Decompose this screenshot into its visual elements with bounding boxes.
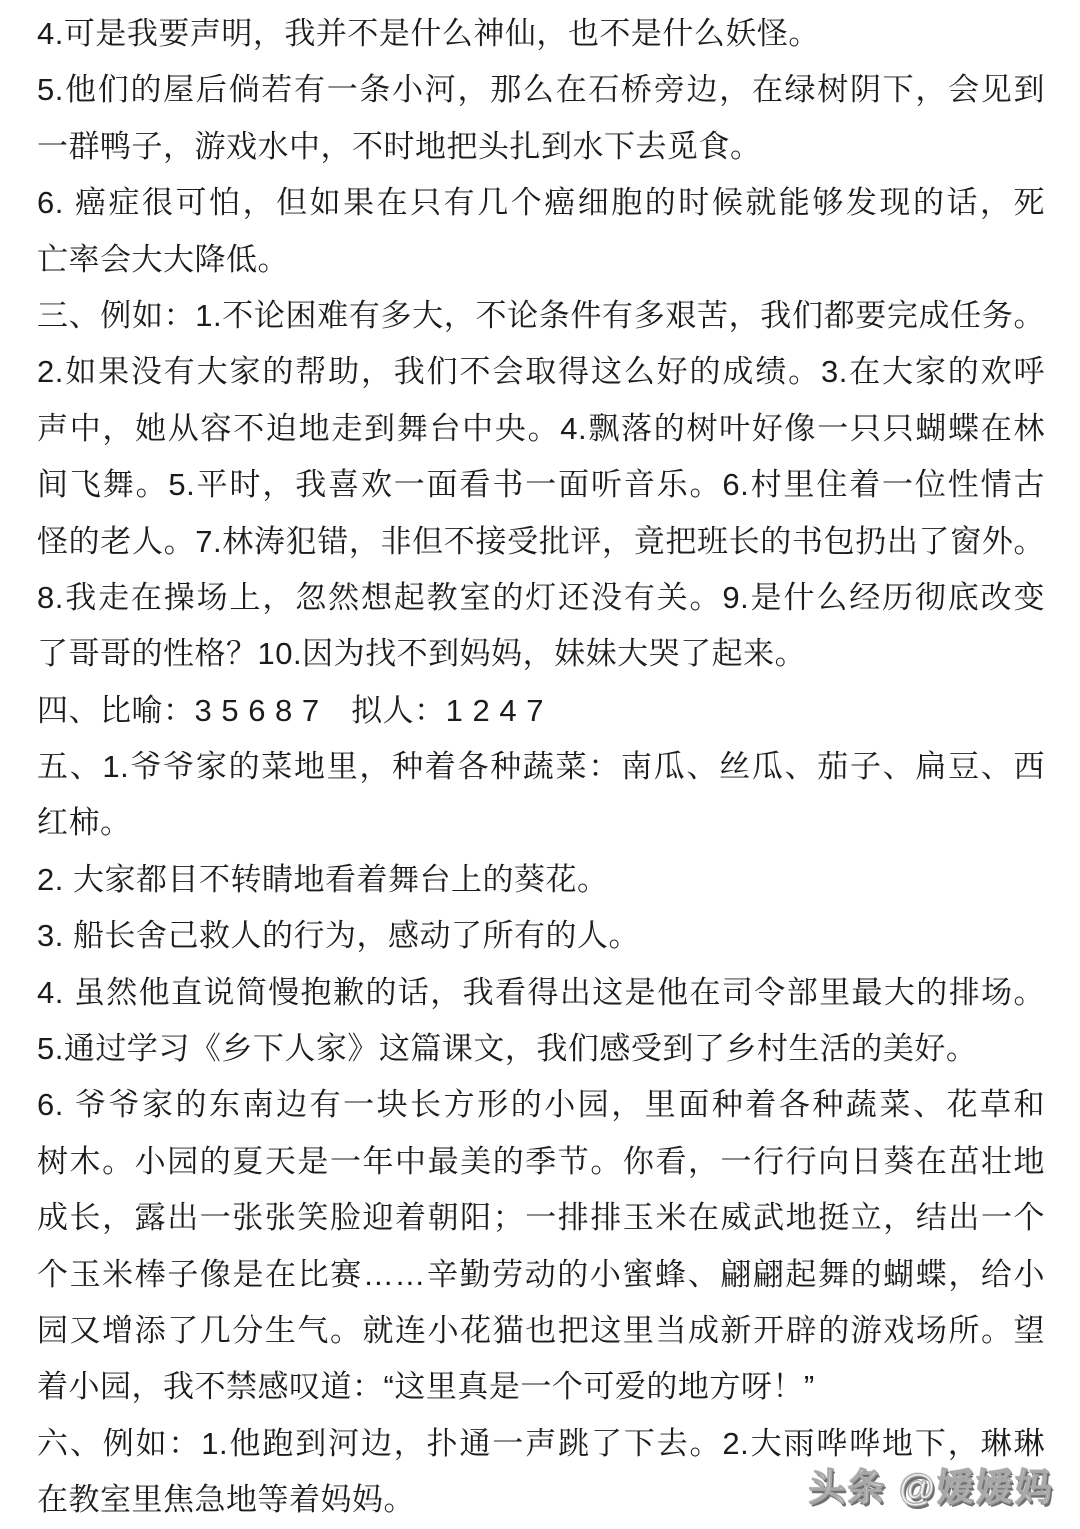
document-line: 5.他们的屋后倘若有一条小河，那么在石桥旁边，在绿树阴下，会见到 [37, 72, 1045, 108]
document-line: 着小园，我不禁感叹道：“这里真是一个可爱的地方呀！” [37, 1369, 815, 1405]
document-line: 2. 大家都目不转睛地看着舞台上的葵花。 [37, 861, 609, 897]
document-line: 4.可是我要声明，我并不是什么神仙，也不是什么妖怪。 [37, 16, 820, 51]
document-line: 怪的老人。7.林涛犯错，非但不接受批评，竟把班长的书包扔出了窗外。 [37, 523, 1045, 559]
document-line: 间飞舞。5.平时，我喜欢一面看书一面听音乐。6.村里住着一位性情古 [37, 467, 1045, 503]
document-line: 在教室里焦急地等着妈妈。 [37, 1482, 415, 1518]
document-line: 5.通过学习《乡下人家》这篇课文，我们感受到了乡村生活的美好。 [37, 1031, 978, 1067]
document-line: 8.我走在操场上，忽然想起教室的灯还没有关。9.是什么经历彻底改变 [37, 579, 1045, 615]
toutiao-watermark: 头条 @嫒嫒妈 [808, 1467, 1054, 1508]
document-line: 3. 船长舍己救人的行为，感动了所有的人。 [37, 918, 640, 954]
document-line: 2.如果没有大家的帮助，我们不会取得这么好的成绩。3.在大家的欢呼 [37, 354, 1045, 390]
document-line: 个玉米棒子像是在比赛……辛勤劳动的小蜜蜂、翩翩起舞的蝴蝶，给小 [37, 1256, 1045, 1292]
document-line: 四、比喻：3 5 6 8 7 拟人：1 2 4 7 [37, 692, 544, 728]
document-line: 三、例如：1.不论困难有多大，不论条件有多艰苦，我们都要完成任务。 [37, 297, 1045, 333]
answer-sheet-page [37, 6, 1045, 1529]
document-line: 六、例如：1.他跑到河边，扑通一声跳了下去。2.大雨哗哗地下，琳琳 [37, 1425, 1045, 1461]
document-line: 一群鸭子，游戏水中，不时地把头扎到水下去觅食。 [37, 128, 762, 164]
document-line: 五、1.爷爷家的菜地里，种着各种蔬菜：南瓜、丝瓜、茄子、扁豆、西 [37, 749, 1045, 785]
document-line: 声中，她从容不迫地走到舞台中央。4.飘落的树叶好像一只只蝴蝶在林 [37, 410, 1045, 446]
document-line: 红柿。 [37, 805, 132, 841]
document-line: 6. 癌症很可怕，但如果在只有几个癌细胞的时候就能够发现的话，死 [37, 185, 1045, 221]
document-line: 4. 虽然他直说简慢抱歉的话，我看得出这是他在司令部里最大的排场。 [37, 974, 1045, 1010]
document-line: 了哥哥的性格？10.因为找不到妈妈，妹妹大哭了起来。 [37, 636, 807, 672]
document-line: 6. 爷爷家的东南边有一块长方形的小园，里面种着各种蔬菜、花草和 [37, 1087, 1045, 1123]
document-line: 成长，露出一张张笑脸迎着朝阳；一排排玉米在威武地挺立，结出一个 [37, 1200, 1045, 1236]
document-line: 树木。小园的夏天是一年中最美的季节。你看，一行行向日葵在茁壮地 [37, 1143, 1045, 1179]
document-line: 园又增添了几分生气。就连小花猫也把这里当成新开辟的游戏场所。望 [37, 1312, 1045, 1348]
document-line: 亡率会大大降低。 [37, 241, 289, 277]
